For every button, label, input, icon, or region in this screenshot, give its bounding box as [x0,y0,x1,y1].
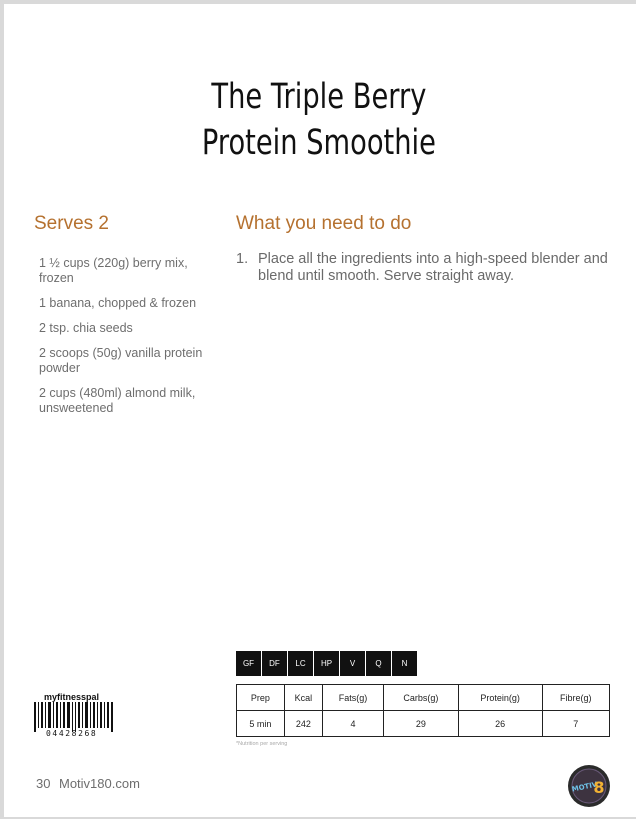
ingredient-item: 2 cups (480ml) almond milk, unsweetened [39,386,196,415]
nutrition-header-carbs: Carbs(g) [384,685,459,711]
footer-site: Motiv180.com [59,776,140,791]
nutrition-value-row [237,711,610,737]
recipe-title [71,74,567,166]
diet-badge-gf: GF [236,651,261,676]
svg-text:8: 8 [593,778,605,797]
instructions-heading: What you need to do [236,213,412,234]
page-border-top [0,0,636,4]
step-number: 1. [236,251,249,267]
barcode-number: 04428268 [46,729,98,738]
nutrition-value-fats: 4 [323,711,384,737]
recipe-title-line-2: Protein Smoothie [201,123,436,163]
diet-badge-lc: LC [288,651,313,676]
nutrition-value-prep: 5 min [237,711,285,737]
nutrition-value-protein: 26 [458,711,542,737]
myfitnesspal-label: myfitnesspal [44,692,100,702]
motiv8-logo-icon [567,764,611,808]
ingredient-item: 1 banana, chopped & frozen [39,296,197,310]
nutrition-header-prep: Prep [237,685,285,711]
diet-badge-q: Q [366,651,391,676]
ingredient-item: 2 tsp. chia seeds [39,321,133,335]
ingredient-item: 2 scoops (50g) vanilla protein powder [39,346,203,375]
page-number: 30 [36,776,51,791]
diet-badge-hp: HP [314,651,339,676]
nutrition-note: *Nutrition per serving [236,741,288,747]
nutrition-header-fats: Fats(g) [323,685,384,711]
recipe-title-line-1: The Triple Berry [211,77,427,117]
ingredient-item: 1 ½ cups (220g) berry mix, frozen [39,256,188,285]
nutrition-header-protein: Protein(g) [458,685,542,711]
instruction-steps [236,251,616,285]
nutrition-header-kcal: Kcal [284,685,322,711]
page-border-left [0,0,4,819]
nutrition-value-carbs: 29 [384,711,459,737]
nutrition-value-kcal: 242 [284,711,322,737]
nutrition-table [236,684,610,737]
diet-badge-df: DF [262,651,287,676]
nutrition-value-fibre: 7 [542,711,609,737]
diet-badge-v: V [340,651,365,676]
diet-badge-n: N [392,651,417,676]
nutrition-header-fibre: Fibre(g) [542,685,609,711]
serves-heading: Serves 2 [34,213,109,234]
diet-badges [236,651,417,676]
ingredient-list [39,256,217,426]
nutrition-header-row [237,685,610,711]
barcode-icon [34,702,114,732]
step-text: Place all the ingredients into a high-speed blender and blend until smooth. Serve straight away. [258,251,608,284]
svg-text:MOTIV: MOTIV [571,780,598,794]
instruction-step [236,251,616,285]
